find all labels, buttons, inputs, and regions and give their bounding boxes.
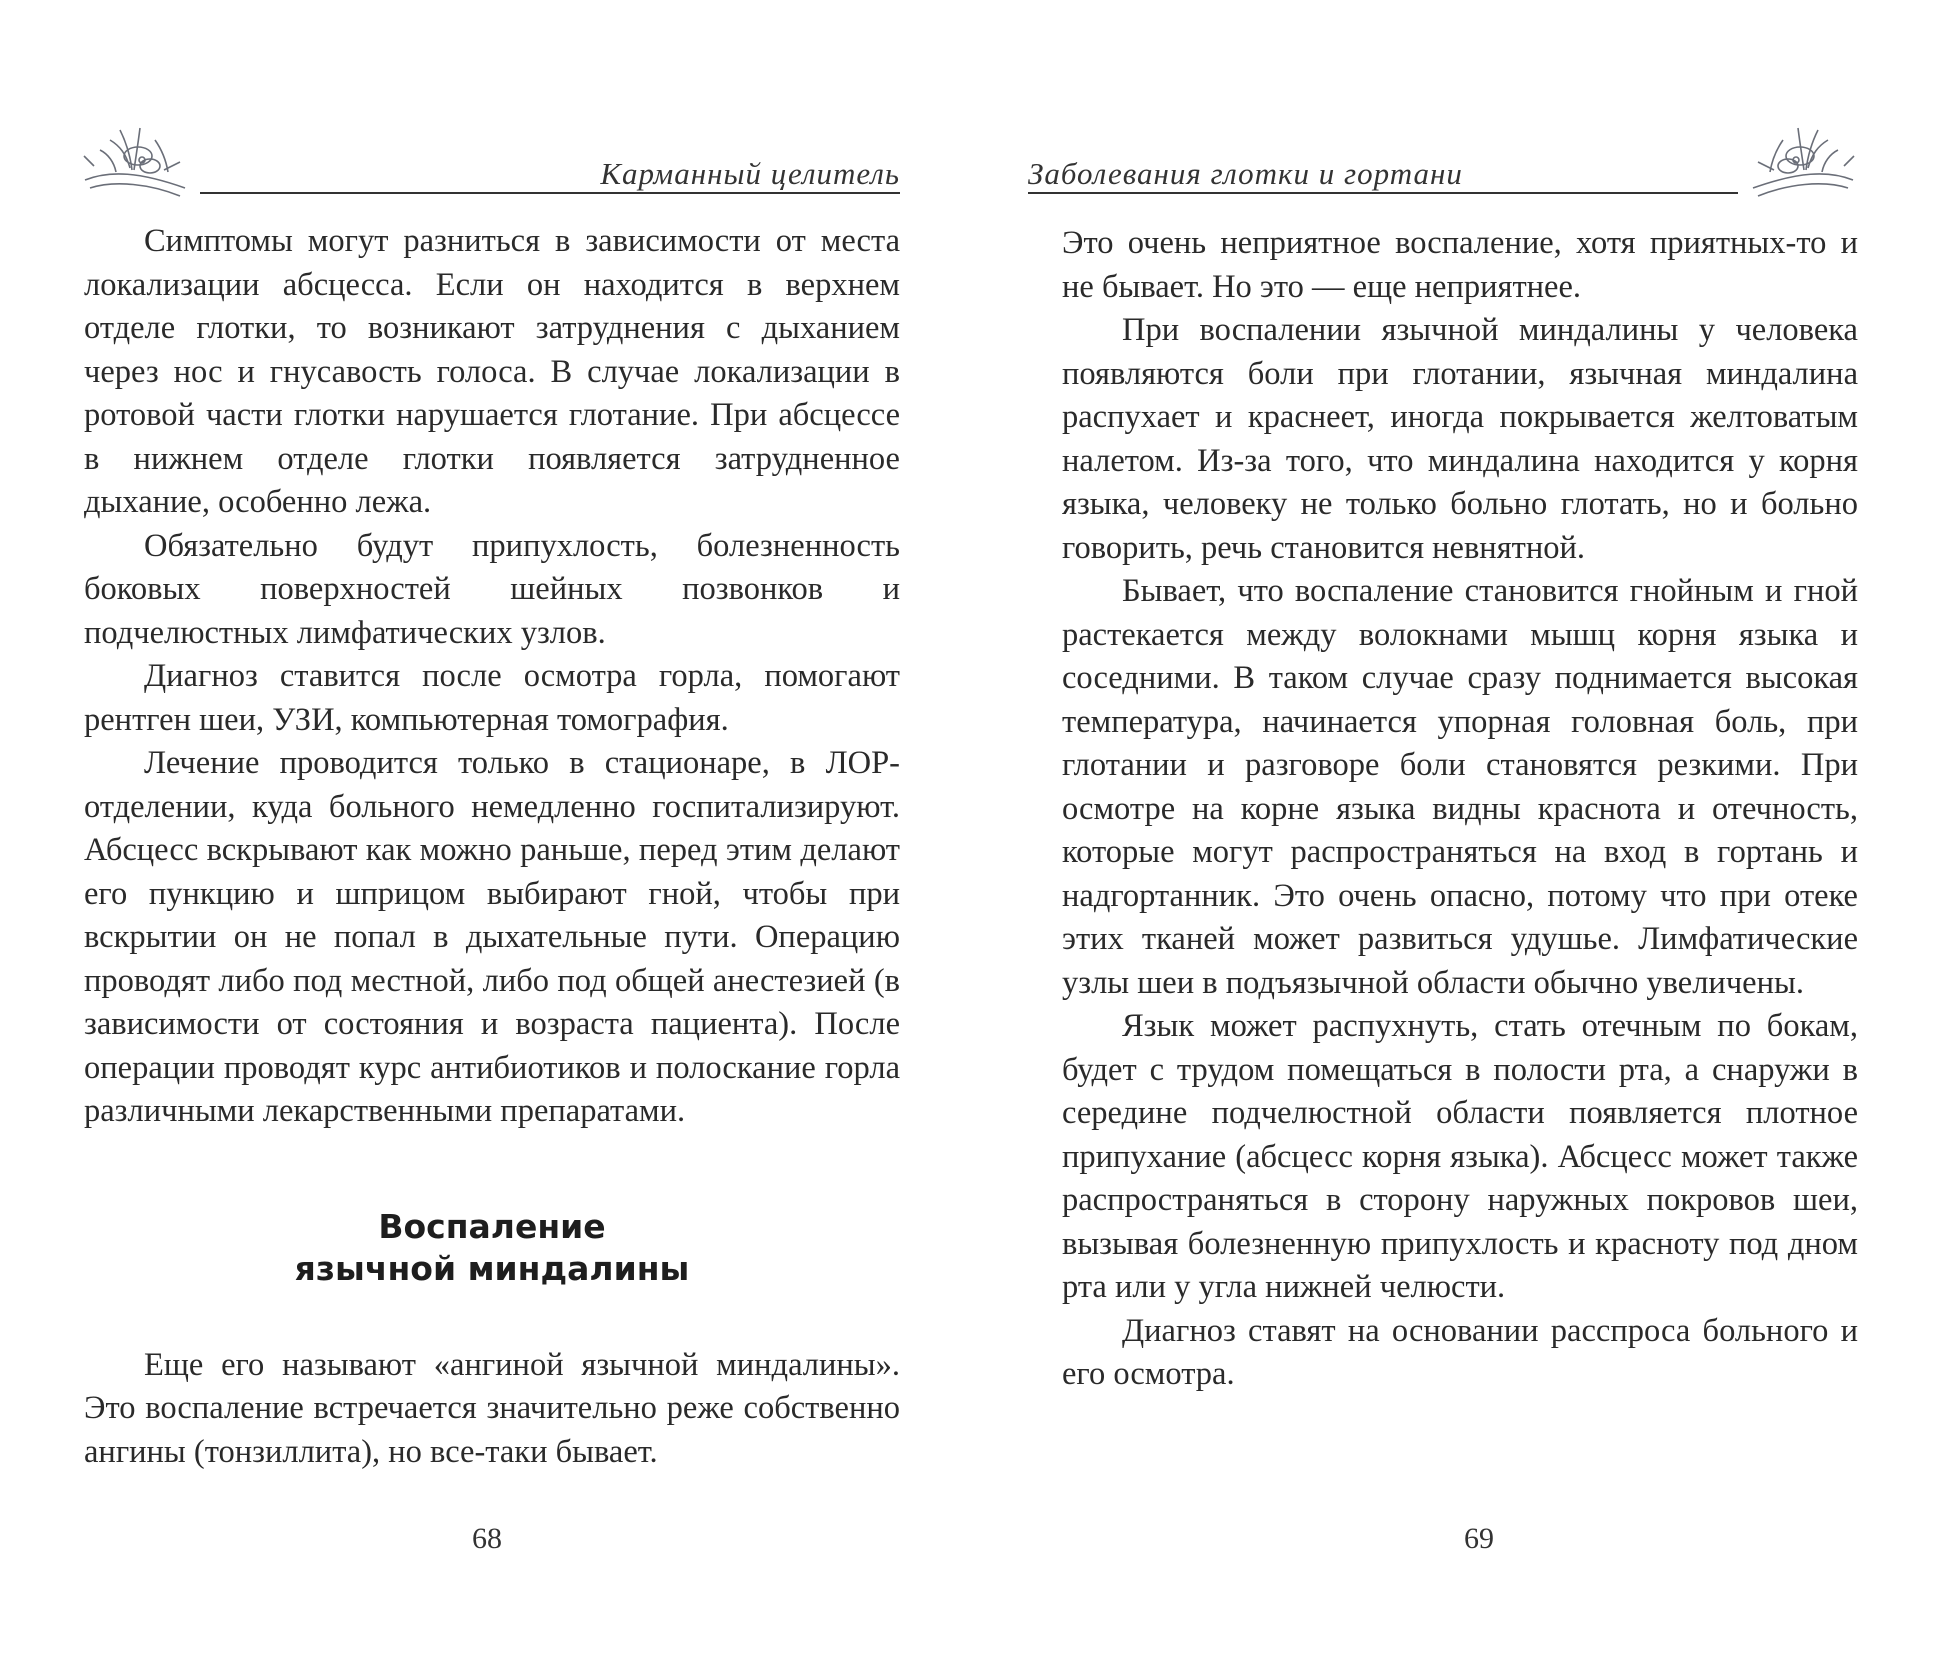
page-number: 68: [472, 1522, 502, 1555]
right-page: [968, 0, 1936, 1662]
header-rule: [200, 192, 900, 194]
page-number: 69: [1464, 1522, 1494, 1555]
paragraph: Язык может распухнуть, стать отечным по бокам, будет с трудом помещаться в полости рта, а снаружи в середине подчелюстной области появляется плотное припухание (абсцесс корня языка). Абсцесс может также распространяться в сторону наружных покровов шеи, вызывая болезненную припухлость и красноту под дном рта или у угла нижней челюсти.: [1062, 1008, 1858, 1305]
right-page-header: [1028, 110, 1858, 200]
floral-ornament-icon: [1748, 110, 1858, 200]
header-rule: [1028, 192, 1738, 194]
right-page-body: [1062, 222, 1858, 1397]
running-title: Карманный целитель: [600, 156, 900, 191]
paragraph: При воспалении язычной миндалины у человека появляются боли при глотании, язычная миндалина распухает и краснеет, иногда покрывается желтоватым налетом. Из-за того, что миндалина находится у корня языка, человеку не только больно глотать, но и больно говорить, речь становится невнятной.: [1062, 312, 1858, 566]
paragraph: Лечение проводится только в стационаре, в ЛОР-отделении, куда больного немедленно госпитализируют. Абсцесс вскрывают как можно раньше, перед этим делают его пункцию и шприцом выбирают гной, чтобы при вскрытии он не попал в дыхательные пути. Операцию проводят либо под местной, либо под общей анестезией (в зависимости от состояния и возраста пациента). После операции проводят курс антибиотиков и полоскание горла различными лекарственными препаратами.: [84, 745, 900, 1129]
paragraph: Бывает, что воспаление становится гнойным и гной растекается между волокнами мышц корня языка и соседними. В таком случае сразу поднимается высокая температура, начинается упорная головная боль, при глотании и разговоре боли становятся резкими. При осмотре на корне языка видны краснота и отечность, которые могут распространяться на вход в гортань и надгортанник. Это очень опасно, потому что при отеке этих тканей может развиться удушье. Лимфатические узлы шеи в подъязычной области обычно увеличены.: [1062, 573, 1858, 1001]
left-page-body: [84, 220, 900, 1474]
left-page-header: [80, 110, 900, 200]
floral-ornament-icon: [80, 110, 190, 200]
paragraph: Диагноз ставится после осмотра горла, помогают рентген шеи, УЗИ, компьютерная томография.: [84, 658, 900, 738]
section-heading-line: Воспаление: [378, 1206, 606, 1246]
paragraph: Еще его называют «ангиной язычной миндалины». Это воспаление встречается значительно реже собственно ангины (тонзиллита), но все-таки бывает.: [84, 1346, 900, 1470]
section-heading-line: язычной миндалины: [294, 1248, 690, 1288]
running-title: Заболевания глотки и гортани: [1028, 156, 1463, 191]
paragraph: Обязательно будут припухлость, болезненность боковых поверхностей шейных позвонков и подчелюстных лимфатических узлов.: [84, 527, 900, 651]
paragraph: Симптомы могут разниться в зависимости от места локализации абсцесса. Если он находится в верхнем отделе глотки, то возникают затруднения с дыханием через нос и гнусавость голоса. В случае локализации в ротовой части глотки нарушается глотание. При абсцессе в нижнем отделе глотки появляется затрудненное дыхание, особенно лежа.: [84, 223, 900, 520]
paragraph: Диагноз ставят на основании расспроса больного и его осмотра.: [1062, 1312, 1858, 1392]
paragraph: Это очень неприятное воспаление, хотя приятных-то и не бывает. Но это — еще неприятнее.: [1062, 225, 1858, 305]
section-heading: [84, 1206, 900, 1290]
